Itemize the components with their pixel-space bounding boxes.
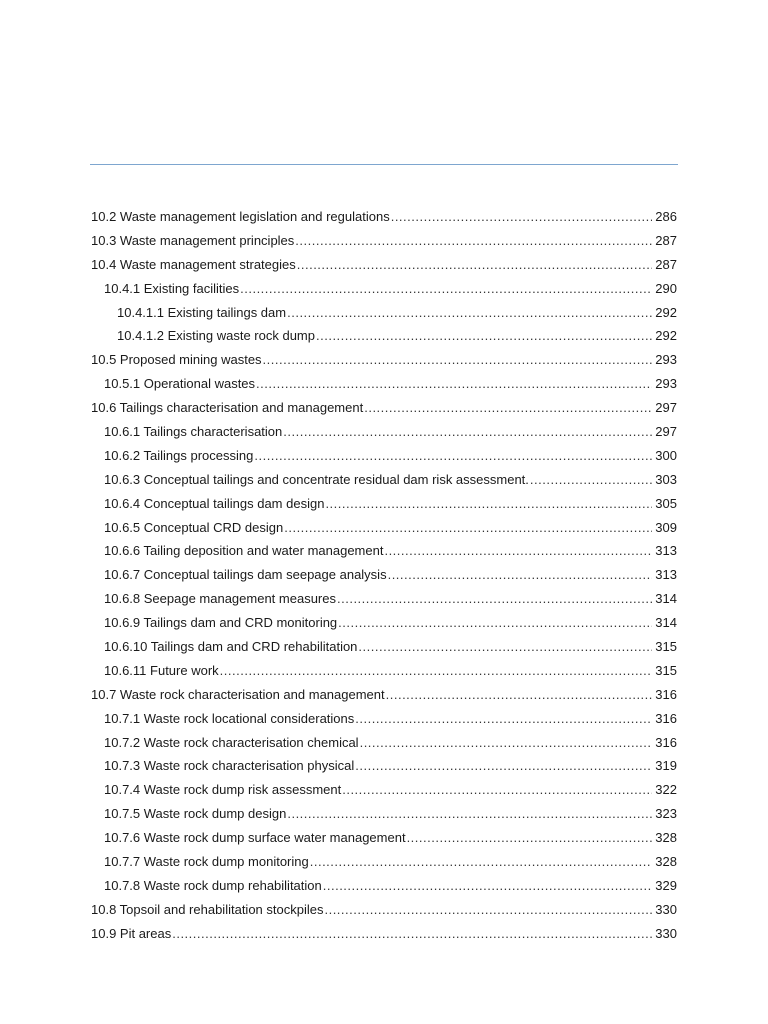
toc-entry[interactable] [91, 420, 677, 444]
toc-entry[interactable] [91, 348, 677, 372]
toc-dot-leader [220, 659, 653, 683]
toc-dot-leader [310, 850, 653, 874]
toc-entry[interactable] [91, 253, 677, 277]
toc-dot-leader [287, 802, 652, 826]
toc-entry[interactable] [91, 611, 677, 635]
toc-entry-page: 315 [655, 662, 677, 678]
toc-dot-leader [355, 707, 652, 731]
toc-dot-leader [283, 420, 652, 444]
toc-entry-page: 319 [655, 758, 677, 774]
toc-entry-page: 290 [655, 280, 677, 296]
toc-entry-title: 10.6.9 Tailings dam and CRD monitoring [104, 615, 338, 631]
toc-entry-page: 293 [655, 352, 677, 368]
toc-dot-leader [355, 754, 652, 778]
toc-entry-title: 10.7 Waste rock characterisation and management [91, 686, 385, 702]
toc-entry-page: 322 [655, 782, 677, 798]
toc-dot-leader [386, 683, 653, 707]
toc-entry-title: 10.6.10 Tailings dam and CRD rehabilitation [104, 639, 358, 655]
toc-entry-title: 10.2 Waste management legislation and regulations [91, 209, 390, 224]
toc-entry-page: 328 [655, 854, 677, 870]
toc-dot-leader [391, 205, 653, 229]
toc-entry-page: 287 [655, 256, 677, 272]
toc-dot-leader [284, 516, 652, 540]
toc-dot-leader [287, 301, 652, 325]
toc-entry[interactable] [91, 754, 677, 778]
toc-entry-title: 10.6.11 Future work [104, 662, 219, 678]
toc-entry[interactable] [91, 444, 677, 468]
toc-entry[interactable] [91, 778, 677, 802]
toc-dot-leader [172, 922, 652, 946]
toc-entry-page: 316 [655, 686, 677, 702]
toc-entry[interactable] [91, 539, 677, 563]
toc-entry[interactable] [91, 587, 677, 611]
toc-entry-title: 10.9 Pit areas [91, 925, 172, 941]
toc-entry-title: 10.6.2 Tailings processing [104, 447, 254, 463]
toc-dot-leader [364, 396, 652, 420]
toc-dot-leader [254, 444, 652, 468]
toc-entry-title: 10.8 Topsoil and rehabilitation stockpiles [91, 901, 324, 917]
toc-entry[interactable] [91, 874, 677, 898]
toc-entry-page: 314 [655, 591, 677, 607]
toc-dot-leader [325, 492, 652, 516]
toc-entry[interactable] [91, 563, 677, 587]
toc-dot-leader [240, 277, 652, 301]
toc-entry-page: 328 [655, 830, 677, 846]
toc-entry-title: 10.7.5 Waste rock dump design [104, 806, 287, 822]
toc-dot-leader [263, 348, 653, 372]
toc-entry[interactable] [91, 492, 677, 516]
toc-entry[interactable] [91, 396, 677, 420]
toc-entry-title: 10.4.1.1 Existing tailings dam [117, 304, 287, 320]
toc-entry-page: 287 [655, 232, 677, 248]
toc-entry[interactable] [91, 683, 677, 707]
toc-entry-page: 330 [655, 925, 677, 941]
toc-entry-page: 313 [655, 567, 677, 583]
toc-entry-title: 10.5.1 Operational wastes [104, 376, 256, 392]
toc-entry[interactable] [91, 301, 677, 325]
toc-dot-leader [342, 778, 652, 802]
toc-dot-leader [256, 372, 652, 396]
toc-entry[interactable] [91, 731, 677, 755]
toc-entry-title: 10.6.5 Conceptual CRD design [104, 519, 284, 535]
toc-entry-page: 323 [655, 806, 677, 822]
toc-entry-page: 313 [655, 543, 677, 559]
toc-entry-title: 10.6.6 Tailing deposition and water management [104, 543, 384, 559]
toc-entry-page: 303 [655, 471, 677, 487]
toc-entry-title: 10.7.6 Waste rock dump surface water management [104, 830, 406, 846]
toc-dot-leader [297, 253, 653, 277]
toc-entry-title: 10.6.8 Seepage management measures [104, 591, 336, 607]
toc-entry-title: 10.7.2 Waste rock characterisation chemical [104, 734, 359, 750]
toc-entry-title: 10.6.1 Tailings characterisation [104, 424, 283, 440]
toc-dot-leader [323, 874, 653, 898]
toc-entry-page: 305 [655, 495, 677, 511]
toc-dot-leader [358, 635, 652, 659]
table-of-contents [91, 205, 677, 946]
toc-entry-title: 10.7.1 Waste rock locational considerations [104, 710, 355, 726]
toc-entry-page: 315 [655, 639, 677, 655]
toc-dot-leader [384, 539, 652, 563]
toc-entry[interactable] [91, 826, 677, 850]
toc-entry[interactable] [91, 372, 677, 396]
toc-dot-leader [338, 611, 652, 635]
toc-entry[interactable] [91, 635, 677, 659]
toc-entry[interactable] [91, 324, 677, 348]
toc-dot-leader [407, 826, 653, 850]
toc-entry[interactable] [91, 516, 677, 540]
toc-entry[interactable] [91, 659, 677, 683]
toc-entry-title: 10.4.1 Existing facilities [104, 280, 240, 296]
toc-entry-title: 10.6.4 Conceptual tailings dam design [104, 495, 325, 511]
toc-entry-title: 10.5 Proposed mining wastes [91, 352, 262, 368]
toc-entry-page: 297 [655, 400, 677, 416]
toc-entry-title: 10.4 Waste management strategies [91, 256, 296, 272]
toc-entry-title: 10.6.7 Conceptual tailings dam seepage analysis [104, 567, 387, 583]
toc-entry-page: 314 [655, 615, 677, 631]
toc-entry-title: 10.3 Waste management principles [91, 232, 295, 248]
toc-entry-title: 10.4.1.2 Existing waste rock dump [117, 328, 315, 344]
toc-entry-page: 297 [655, 424, 677, 440]
toc-entry[interactable] [91, 922, 677, 946]
toc-entry-page: 329 [655, 877, 677, 893]
toc-entry[interactable] [91, 707, 677, 731]
toc-entry[interactable] [91, 898, 677, 922]
toc-entry-page: 330 [655, 901, 677, 917]
toc-entry-title: 10.6 Tailings characterisation and management [91, 400, 364, 416]
toc-dot-leader [360, 731, 653, 755]
toc-entry-page: 309 [655, 519, 677, 535]
toc-entry-title: 10.7.8 Waste rock dump rehabilitation [104, 877, 322, 893]
toc-entry-page: 293 [655, 376, 677, 392]
header-divider [90, 164, 678, 165]
toc-entry-page: 292 [655, 304, 677, 320]
toc-dot-leader [324, 898, 652, 922]
toc-entry[interactable] [91, 802, 677, 826]
toc-entry[interactable] [91, 277, 677, 301]
toc-entry[interactable] [91, 229, 677, 253]
toc-entry-page: 316 [655, 710, 677, 726]
toc-entry-title: 10.6.3 Conceptual tailings and concentrate residual dam risk assessment. [104, 471, 529, 487]
toc-entry-title: 10.7.3 Waste rock characterisation physical [104, 758, 355, 774]
toc-entry-page: 286 [655, 209, 677, 224]
toc-entry[interactable] [91, 850, 677, 874]
toc-entry-title: 10.7.7 Waste rock dump monitoring [104, 854, 309, 870]
toc-dot-leader [337, 587, 652, 611]
toc-dot-leader [316, 324, 652, 348]
toc-entry-page: 300 [655, 447, 677, 463]
toc-entry-page: 316 [655, 734, 677, 750]
toc-dot-leader [295, 229, 652, 253]
toc-dot-leader [530, 468, 652, 492]
toc-dot-leader [388, 563, 653, 587]
toc-entry[interactable] [91, 205, 677, 229]
toc-entry-page: 292 [655, 328, 677, 344]
toc-entry-title: 10.7.4 Waste rock dump risk assessment [104, 782, 342, 798]
toc-entry[interactable] [91, 468, 677, 492]
